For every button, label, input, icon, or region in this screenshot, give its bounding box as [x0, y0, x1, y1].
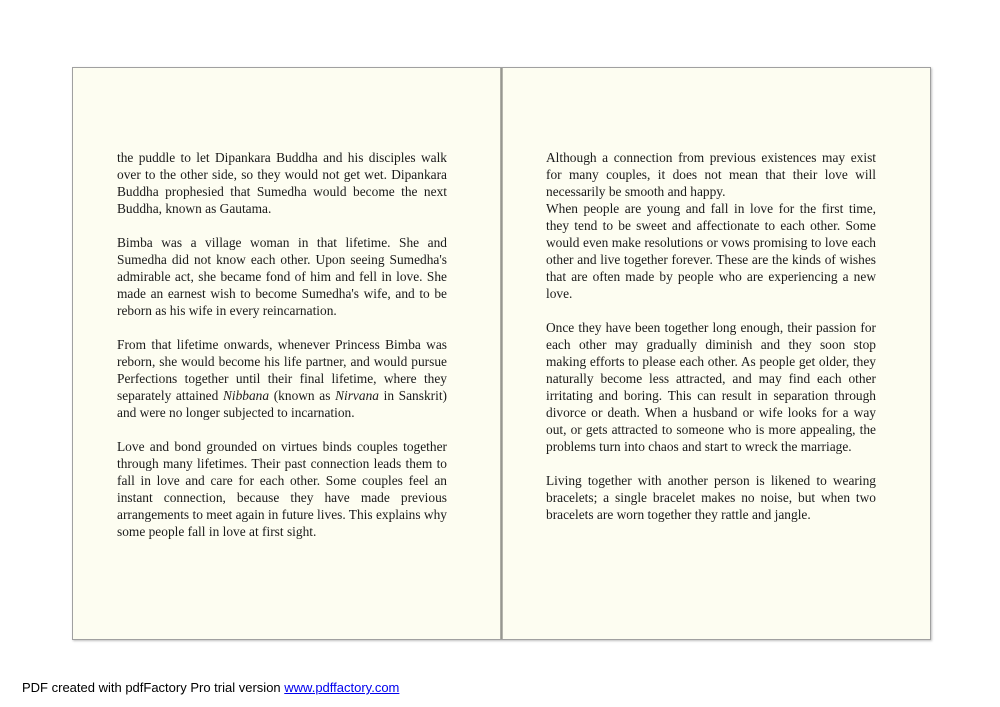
paragraph: Bimba was a village woman in that lifetime. She and Sumedha did not know each other. Upon seeing Sumedha's admirable act, she became fond of him and fell in love. She made an earnest wish to become Sumedha's wife, and to be reborn as his wife in every reincarnation. — [117, 235, 447, 318]
italic-term: Nibbana — [222, 388, 270, 403]
paragraph — [117, 336, 447, 421]
paragraph: Love and bond grounded on virtues binds couples together through many lifetimes. Their past connection leads them to fall in love and care for each other. Some couples feel an instant connection, because they have made previous arrangements to meet again in future lives. This explains why some people fall in love at first sight. — [117, 439, 447, 539]
paragraph-text: From that lifetime onwards, whenever Princess Bimba was reborn, she would become his life partner, and would pursue Perfections together until their final lifetime, where they separately attained — [117, 337, 447, 403]
pdffactory-link[interactable]: www.pdffactory.com — [284, 680, 400, 695]
paragraph: Once they have been together long enough, their passion for each other may gradually diminish and they soon stop making efforts to please each other. As people get older, they naturally become less attracted, and may find each other irritating and boring. This can result in separation through divorce or death. When a husband or wife looks for a way out, or gets attracted to someone who is more appealing, the problems turn into chaos and start to wreck the marriage. — [546, 320, 876, 454]
paragraph: Living together with another person is likened to wearing bracelets; a single bracelet makes no noise, but when two bracelets are worn together they rattle and jangle. — [546, 473, 876, 522]
pdf-footer — [22, 680, 399, 695]
paragraph-text: in Sanskrit) and were no longer subjected to incarnation. — [117, 388, 448, 420]
paragraph: the puddle to let Dipankara Buddha and his disciples walk over to the other side, so they would not get wet. Dipankara Buddha prophesied that Sumedha would become the next Buddha, known as Gautama. — [117, 150, 447, 216]
right-page — [503, 68, 930, 639]
paragraph: Although a connection from previous existences may exist for many couples, it does not mean that their love will necessarily be smooth and happy. — [546, 150, 876, 199]
italic-term: Nirvana — [335, 388, 379, 403]
paragraph-text: (known as — [269, 388, 336, 403]
left-page — [73, 68, 500, 639]
book-spread — [72, 67, 931, 640]
left-page-text — [117, 149, 447, 540]
footer-text: PDF created with pdfFactory Pro trial version — [22, 680, 285, 695]
right-page-text — [546, 149, 876, 523]
paragraph: When people are young and fall in love for the first time, they tend to be sweet and affectionate to each other. Some would even make resolutions or vows promising to love each other and live together forever. These are the kinds of wishes that are often made by people who are experiencing a new love. — [546, 201, 876, 301]
